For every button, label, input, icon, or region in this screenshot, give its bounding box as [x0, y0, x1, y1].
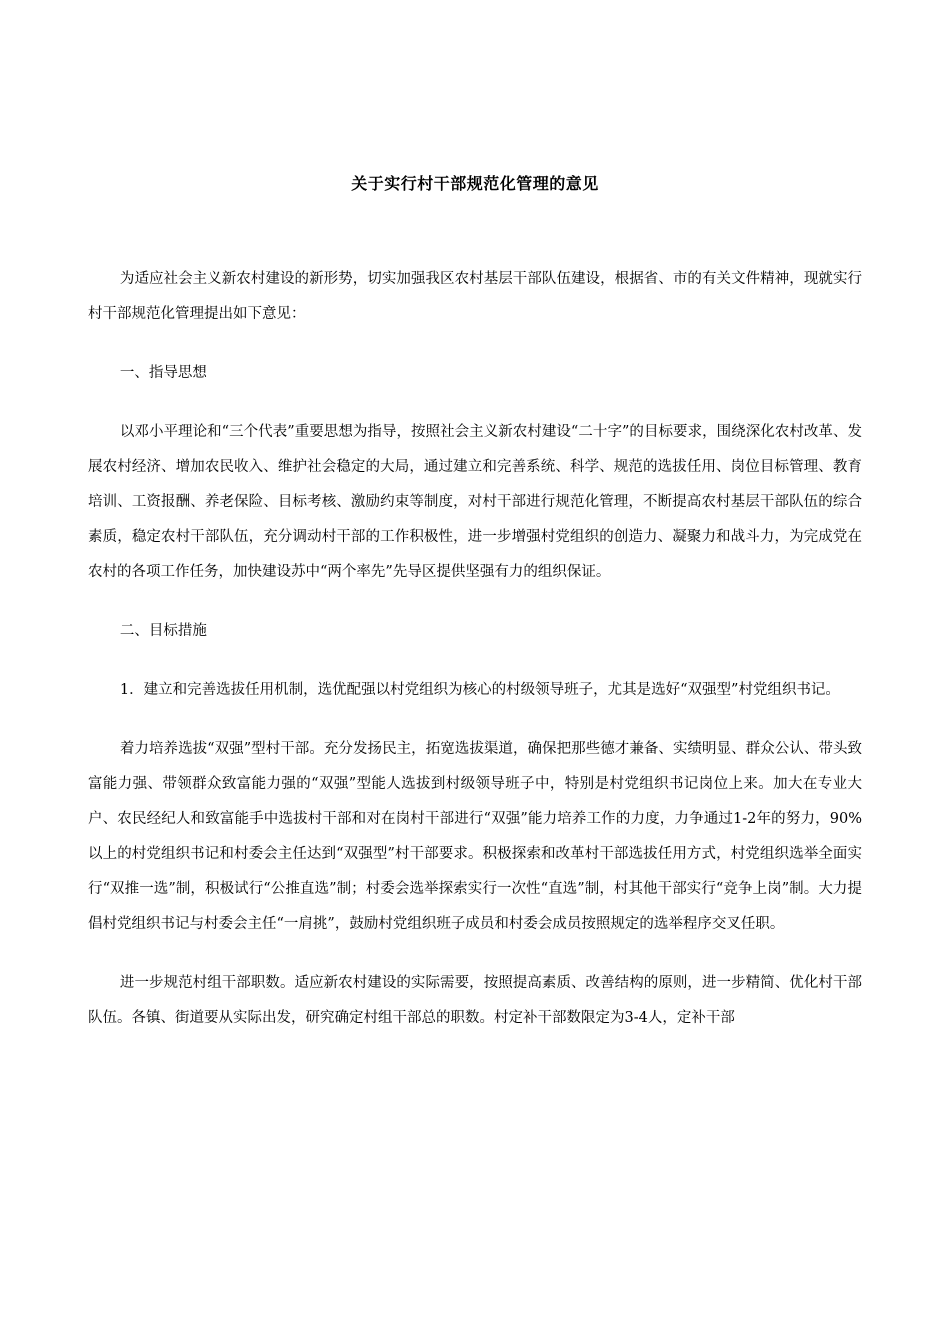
section-heading-guiding-ideology: 一、指导思想: [119, 365, 207, 381]
intro-paragraph: 为适应社会主义新农村建设的新形势，切实加强我区农村基层干部队伍建设，根据省、市的有关文件精神，现就实行村干部规范化管理提出如下意见：: [88, 271, 862, 322]
section-heading-goals-measures: 二、目标措施: [119, 623, 207, 639]
cadre-quota-paragraph: 进一步规范村组干部职数。适应新农村建设的实际需要，按照提高素质、改善结构的原则，进一步精简、优化村干部队伍。各镇、街道要从实际出发，研究确定村组干部总的职数。村定补干部数限定为3-4人，定补干部: [88, 975, 862, 1026]
document-body: [88, 262, 862, 1060]
guiding-ideology-paragraph: 以邓小平理论和“三个代表”重要思想为指导，按照社会主义新农村建设“二十字”的目标要求，围绕深化农村改革、发展农村经济、增加农民收入、维护社会稳定的大局，通过建立和完善系统、科学、规范的选拔任用、岗位目标管理、教育培训、工资报酬、养老保险、目标考核、激励约束等制度，对村干部进行规范化管理，不断提高农村基层干部队伍的综合素质，稳定农村干部队伍，充分调动村干部的工作积极性，进一步增强村党组织的创造力、凝聚力和战斗力，为完成党在农村的各项工作任务，加快建设苏中“两个率先”先导区提供坚强有力的组织保证。: [88, 424, 862, 580]
document-title: 关于实行村干部规范化管理的意见: [351, 174, 599, 193]
measure-1-paragraph: 1．建立和完善选拔任用机制，选优配强以村党组织为核心的村级领导班子，尤其是选好“双强型”村党组织书记。: [119, 682, 840, 698]
cadre-selection-paragraph: 着力培养选拔“双强”型村干部。充分发扬民主，拓宽选拔渠道，确保把那些德才兼备、实绩明显、群众公认、带头致富能力强、带领群众致富能力强的“双强”型能人选拔到村级领导班子中，特别是村党组织书记岗位上来。加大在专业大户、农民经纪人和致富能手中选拔村干部和对在岗村干部进行“双强”能力培养工作的力度，力争通过1-2年的努力，90%以上的村党组织书记和村委会主任达到“双强型”村干部要求。积极探索和改革村干部选拔任用方式，村党组织选举全面实行“双推一选”制，积极试行“公推直选”制；村委会选举探索实行一次性“直选”制，村其他干部实行“竞争上岗”制。大力提倡村党组织书记与村委会主任“一肩挑”，鼓励村党组织班子成员和村委会成员按照规定的选举程序交叉任职。: [88, 741, 862, 932]
